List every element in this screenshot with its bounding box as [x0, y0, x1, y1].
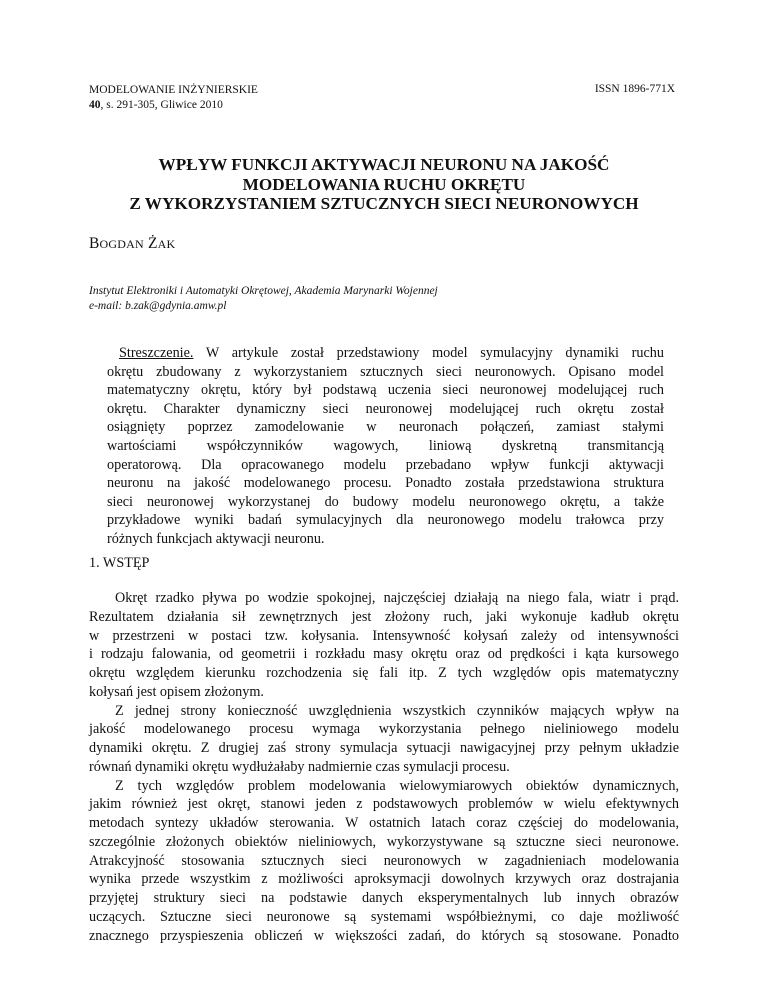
body-line: Z jednej strony konieczność uwzględnienia wszystkich czynników mających wpływ na — [115, 702, 679, 719]
abstract — [107, 344, 664, 549]
body-line: przyjętej struktury sieci na podstawie danych eksperymentalnych lub innych obrazów — [89, 890, 679, 906]
affiliation-email: e-mail: b.zak@gdynia.amw.pl — [89, 300, 227, 312]
body-line: Okręt rzadko pływa po wodzie spokojnej, najczęściej działają na niego fala, wiatr i prąd. — [115, 590, 679, 606]
body-line: jakim również jest okręt, stanowi jeden z podstawowych problemów w wielu efektywnych — [89, 796, 679, 813]
journal-name: MODELOWANIE INŻYNIERSKIE — [89, 84, 258, 96]
body-line: równań dynamiki okrętu wydłużałaby nadmiernie czas symulacji procesu. — [89, 758, 510, 775]
body-line: jakość modelowanego procesu wymaga wykorzystania pełnego nieliniowego modelu — [89, 721, 679, 738]
abstract-line — [107, 344, 664, 363]
body-line: dynamiki okrętu. Z drugiej zaś strony symulacja sytuacji nawigacyjnej przy pełnym układzie — [89, 740, 679, 756]
journal-header — [89, 83, 258, 113]
body-line: Rezultatem działania sił zewnętrznych jest złożony ruch, jaki wykonuje kadłub okrętu — [89, 608, 679, 625]
title-line: MODELOWANIA RUCHU OKRĘTU — [242, 174, 526, 194]
body-line: metodach syntezy układów sterowania. W ostatnich latach coraz częściej do modelowania, — [89, 815, 679, 831]
abstract-line: przykładowe wyniki badań symulacyjnych dla neuronowego modelu trałowca przy — [107, 512, 664, 529]
abstract-line: matematyczny okrętu, który był podstawą uczenia sieci neuronowej modelującej ruch — [107, 382, 664, 399]
body-text — [89, 589, 679, 945]
author-initial: B — [89, 235, 100, 252]
body-line: w przestrzeni w postaci tzw. kołysania. Intensywność kołysań zależy od intensywności — [89, 627, 679, 644]
abstract-text: W artykule został przedstawiony model symulacyjny dynamiki ruchu — [193, 345, 664, 361]
paper-title — [80, 155, 688, 214]
author-name — [89, 235, 175, 253]
body-line: Z tych względów problem modelowania wielowymiarowych obiektów dynamicznych, — [115, 777, 679, 794]
abstract-line: sieci neuronowej wykorzystanej do budowy modelu neuronowego okrętu, a także — [107, 493, 664, 510]
abstract-line: różnych funkcjach aktywacji neuronu. — [107, 530, 325, 547]
abstract-line: okrętu. Charakter dynamiczny sieci neuronowej modelującej ruch okrętu został — [107, 400, 664, 417]
abstract-line: neuronu na jakość modelowanego procesu. Ponadto została przedstawiona struktura — [107, 475, 664, 492]
abstract-line: okrętu zbudowany z wykorzystaniem sztucznych sieci neuronowych. Opisano model — [107, 363, 664, 380]
author-initial: Ż — [147, 235, 158, 252]
issn: ISSN 1896-771X — [594, 83, 675, 95]
body-line: szczególnie złożonych obiektów nieliniowych, wykorzystywane są sztuczne sieci neuronowe. — [89, 833, 679, 850]
affiliation — [89, 284, 438, 314]
body-line: i rodzaju falowania, od geometrii i rozkładu masy okrętu oraz od prędkości i kąta kursowego — [89, 646, 679, 663]
journal-volume: 40 — [89, 99, 101, 111]
affiliation-institute: Instytut Elektroniki i Automatyki Okrętowej, Akademia Marynarki Wojennej — [89, 285, 438, 297]
title-line: WPŁYW FUNKCJI AKTYWACJI NEURONU NA JAKOŚĆ — [158, 155, 610, 174]
abstract-line: operatorową. Dla opracowanego modelu przebadano wpływ funkcji aktywacji — [107, 456, 664, 473]
journal-pages: , s. 291-305, Gliwice 2010 — [100, 99, 223, 111]
abstract-line: wartościami współczynników wagowych, liniową dyskretną transmitancją — [107, 437, 664, 454]
author-first-rest: OGDAN — [99, 237, 144, 251]
body-line: okrętu względem kierunku rozchodzenia się fali itp. Z tych względów opis matematyczny — [89, 665, 679, 681]
title-line: Z WYKORZYSTANIEM SZTUCZNYCH SIECI NEURONOWYCH — [129, 194, 639, 213]
body-line: Atrakcyjność stosowania sztucznych sieci neuronowych w zagadnieniach modelowania — [89, 852, 679, 869]
body-line: wynika przede wszystkim z możliwości aproksymacji dowolnych krzywych oraz dostrajania — [89, 871, 679, 888]
body-line: kołysań jest opisem złożonym. — [89, 683, 264, 700]
abstract-label: Streszczenie. — [119, 345, 194, 361]
body-line: znacznego przyspieszenia obliczeń w większości zadań, do których są stosowane. Ponadto — [89, 927, 679, 944]
author-last-rest: AK — [157, 237, 176, 251]
section-heading: 1. WSTĘP — [89, 555, 150, 571]
journal-citation — [89, 98, 258, 113]
abstract-line: osiągnięty poprzez zamodelowanie w neuronach połączeń, zamiast stałymi — [107, 419, 664, 436]
body-line: uczących. Sztuczne sieci neuronowe są systemami współbieżnymi, co daje możliwość — [89, 908, 679, 925]
